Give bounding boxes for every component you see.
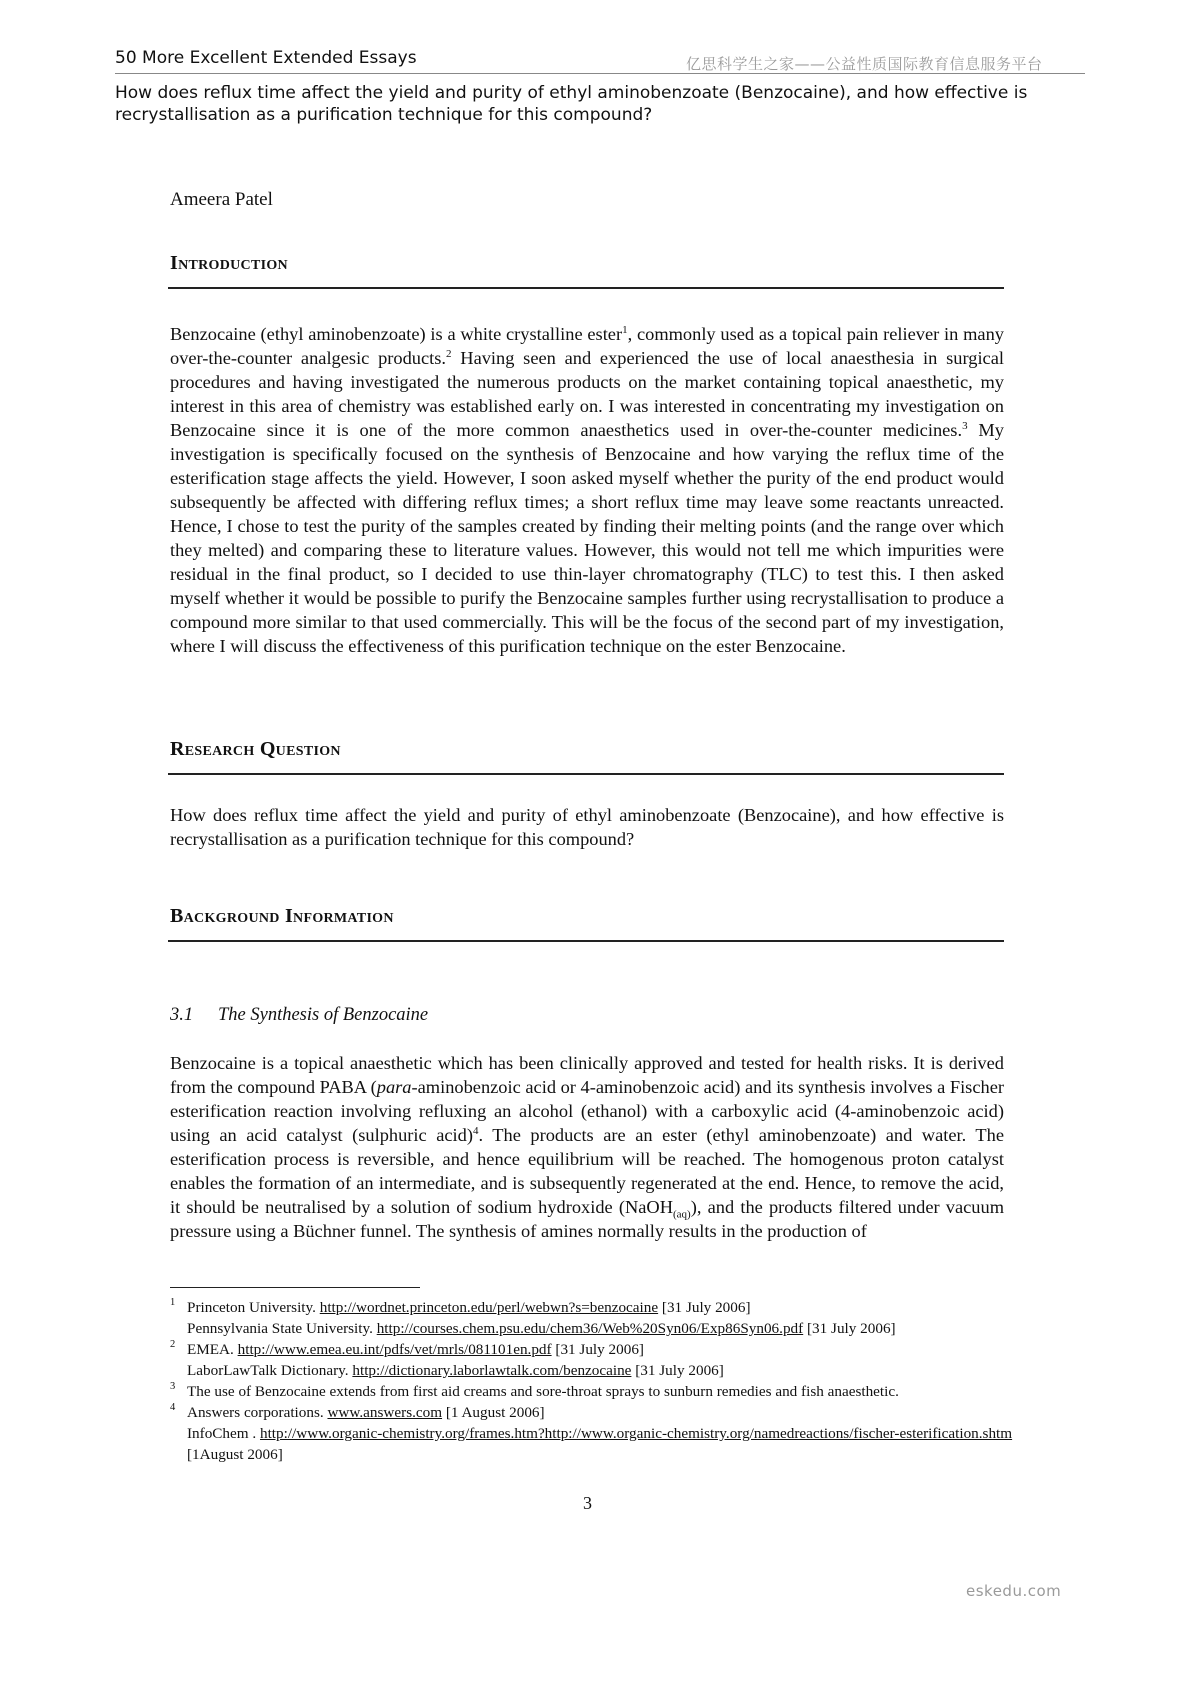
watermark-bottom: eskedu.com: [966, 1582, 1062, 1600]
research-question-text: How does reflux time affect the yield and purity of ethyl aminobenzoate (Benzocaine), and how effective is recrystallisation as a purification technique for this compound?: [170, 805, 1004, 849]
research-question-rule: [168, 773, 1004, 775]
footnote-1: 1 Princeton University. http://wordnet.princeton.edu/perl/webwn?s=benzocaine [31 July 2006] Pennsylvania State University. http://courses.chem.psu.edu/chem36/Web%20Syn06/Exp86Syn06.pdf [31 July 2006]: [170, 1297, 1050, 1339]
footnote-ref-4: 4: [472, 1124, 479, 1137]
footnote-ref-1: 1: [622, 323, 628, 336]
footnote-3: 3 The use of Benzocaine extends from first aid creams and sore-throat sprays to sunburn remedies and fish anaesthetic.: [170, 1381, 1050, 1402]
essay-question-header: How does reflux time affect the yield and purity of ethyl aminobenzoate (Benzocaine), and how effective is recrystallisation as a purification technique for this compound?: [115, 83, 1028, 125]
footnote-line: InfoChem . http://www.organic-chemistry.org/frames.htm?http://www.organic-chemistry.org/namedreactions/fischer-esterification.shtm [1August 2006]: [187, 1425, 1013, 1463]
footnote-link[interactable]: www.answers.com: [327, 1404, 443, 1421]
footnote-link[interactable]: http://dictionary.laborlawtalk.com/benzocaine: [352, 1362, 632, 1379]
footnote-ref-2: 2: [446, 347, 452, 360]
footnote-4: 4 Answers corporations. www.answers.com [1 August 2006] InfoChem . http://www.organic-chemistry.org/frames.htm?http://www.organic-chemistry.org/namedreactions/fischer-esterification.shtm [1August 2006]: [170, 1402, 1050, 1465]
footnote-link[interactable]: http://www.organic-chemistry.org/frames.htm?http://www.organic-chemistry.org/namedreactions/fischer-esterification.shtm: [259, 1425, 1013, 1442]
footnote-line: Answers corporations. www.answers.com [1 August 2006]: [187, 1404, 545, 1421]
footnote-rule: [170, 1287, 420, 1288]
introduction-heading: Introduction: [170, 252, 288, 274]
header-rule: [115, 73, 1085, 74]
running-head: 50 More Excellent Extended Essays: [115, 48, 417, 68]
page-number: 3: [583, 1493, 592, 1513]
footnote-line: LaborLawTalk Dictionary. http://dictionary.laborlawtalk.com/benzocaine [31 July 2006]: [187, 1362, 724, 1379]
watermark-top: 亿思科学生之家——公益性质国际教育信息服务平台: [686, 55, 1043, 73]
introduction-paragraph: Benzocaine (ethyl aminobenzoate) is a white crystalline ester$^1$, commonly used as a topical pain reliever in many over-the-counter analgesic products.$^2$ Having seen and experienced the use of local anaesthesia in surgical procedures and having investigated the numerous products on the market containing topical anaesthetic, my interest in this area of chemistry was established early on. I was interested in concentrating my investigation on Benzocaine since it is one of the more common anaesthetics used in over-the-counter medicines.$^3$ My investigation is specifically focused on the synthesis of Benzocaine and how varying the reflux time of the esterification stage affects the yield. However, I soon asked myself whether the purity of the end product would subsequently be affected with differing reflux times; a short reflux time may leave some reactants unreacted. Hence, I chose to test the purity of the samples created by finding their melting points (and the range over which they melted) and comparing these to literature values. However, this would not tell me which impurities were residual in the final product, so I decided to use thin-layer chromatography (TLC) to test this. I then asked myself whether it would be possible to purify the Benzocaine samples further using recrystallisation to produce a compound more similar to that used commercially. This will be the focus of the second part of my investigation, where I will discuss the effectiveness of this purification technique on the ester Benzocaine.: [170, 323, 1004, 656]
footnote-line: Princeton University. http://wordnet.princeton.edu/perl/webwn?s=benzocaine [31 July 2006]: [187, 1299, 751, 1316]
introduction-rule: [168, 287, 1004, 289]
subsection-title: The Synthesis of Benzocaine: [218, 1005, 429, 1025]
background-heading: Background Information: [170, 905, 394, 927]
background-paragraph: Benzocaine is a topical anaesthetic which has been clinically approved and tested for health risks. It is derived from the compound PABA (para-aminobenzoic acid or 4-aminobenzoic acid) and its synthesis involves a Fischer esterification reaction involving refluxing an alcohol (ethanol) with a carboxylic acid (4-aminobenzoic acid) using an acid catalyst (sulphuric acid)$^4$. The products are an ester (ethyl aminobenzoate) and water. The esterification process is reversible, and hence equilibrium will be reached. The homogenous proton catalyst enables the formation of an intermediate, and is subsequently regenerated at the end. Hence, to remove the acid, it should be neutralised by a solution of sodium hydroxide (NaOH$_{(aq)}$), and the products filtered under vacuum pressure using a Büchner funnel. The synthesis of amines normally results in the production of: [170, 1053, 1005, 1241]
author-name: Ameera Patel: [170, 189, 273, 210]
footnote-link[interactable]: http://www.emea.eu.int/pdfs/vet/mrls/081101en.pdf: [237, 1341, 552, 1358]
subsection-heading: [170, 1005, 428, 1026]
background-rule: [168, 940, 1004, 942]
footnote-line: The use of Benzocaine extends from first aid creams and sore-throat sprays to sunburn remedies and fish anaesthetic.: [187, 1383, 899, 1400]
footnote-ref-3: 3: [962, 419, 968, 432]
footnote-link[interactable]: http://courses.chem.psu.edu/chem36/Web%20Syn06/Exp86Syn06.pdf: [376, 1320, 804, 1337]
footnote-line: Pennsylvania State University. http://courses.chem.psu.edu/chem36/Web%20Syn06/Exp86Syn06.pdf [31 July 2006]: [187, 1320, 896, 1337]
subsection-number: 3.1: [170, 1005, 194, 1025]
footnote-line: EMEA. http://www.emea.eu.int/pdfs/vet/mrls/081101en.pdf [31 July 2006]: [187, 1341, 644, 1358]
footnotes: [170, 1297, 1050, 1465]
footnote-2: 2 EMEA. http://www.emea.eu.int/pdfs/vet/mrls/081101en.pdf [31 July 2006] LaborLawTalk Dictionary. http://dictionary.laborlawtalk.com/benzocaine [31 July 2006]: [170, 1339, 1050, 1381]
footnote-link[interactable]: http://wordnet.princeton.edu/perl/webwn?s=benzocaine: [319, 1299, 659, 1316]
research-question-heading: Research Question: [170, 738, 341, 760]
